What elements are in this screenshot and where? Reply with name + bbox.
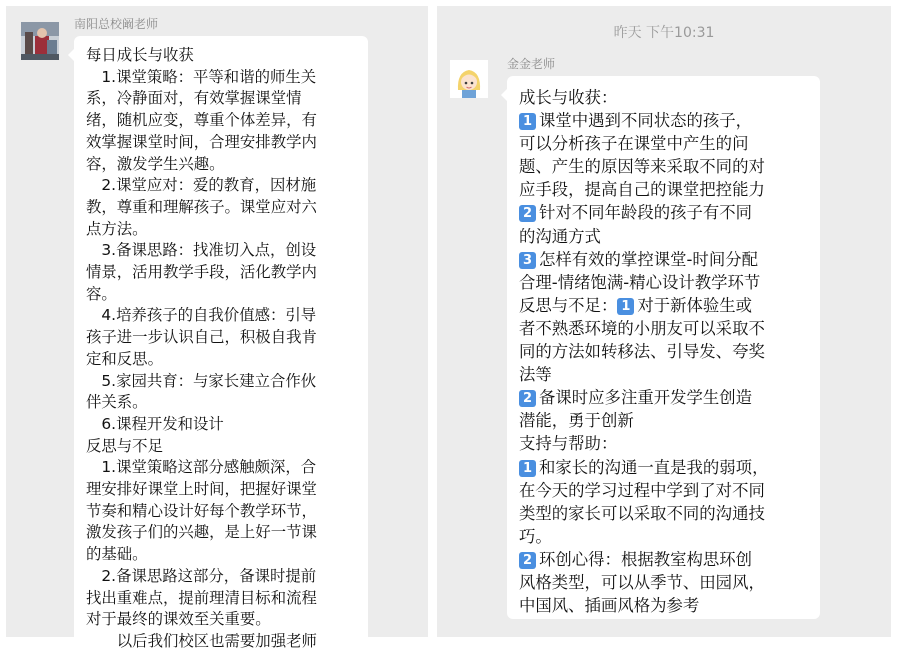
message-text: 风格类型，可以从季节、田园风， [519,572,765,592]
message-line: 系，冷静面对，有效掌握课堂情 [86,89,302,108]
message-text: 中国风、插画风格为参考 [519,596,700,616]
message-line: 容。 [86,284,117,303]
message-line: 每日成长与收获 [86,46,194,64]
message-line: 点方法。 [86,219,148,238]
number-badge-icon: 1 [617,298,634,315]
message-line: 以后我们校区也需要加强老师 [86,631,317,650]
message-line [519,86,810,109]
message-text: 备课时应多注重开发学生创造 [539,388,753,408]
message-text: 针对不同年龄段的孩子有不同 [539,203,753,223]
message-line [519,502,810,525]
message-text: 者不熟悉环境的小朋友可以采取不 [519,318,765,338]
number-badge-icon: 2 [519,205,536,222]
message-line: 教，尊重和理解孩子。课堂应对六 [86,197,317,216]
photo-avatar-icon[interactable] [21,22,59,60]
sender-name: 金金老师 [507,57,556,71]
message-text: 可以分析孩子在课堂中产生的问 [519,134,749,154]
message-bubble[interactable] [507,76,820,619]
message-text: 对于新体验生或 [637,295,753,315]
number-badge-icon: 1 [519,460,536,477]
message-line: 定和反思。 [86,349,163,368]
message-line: 反思与不足 [86,436,163,455]
message-text: 合理-情绪饱满-精心设计教学环节 [519,272,761,292]
message-text: 环创心得：根据教室构思环创 [539,549,753,569]
message-line: 2.备课思路这部分，备课时提前 [86,566,317,585]
message-line [519,525,810,548]
message-text: 应手段，提高自己的课堂把控能力 [519,180,765,200]
message-line: 效掌握课堂时间，合理安排教学内 [86,132,317,151]
message-line: 理安排好课堂上时间，把握好课堂 [86,480,317,499]
message-line: 容，激发学生兴趣。 [86,154,225,173]
message-text: 类型的家长可以采取不同的沟通技 [519,503,765,523]
message-line [519,479,810,502]
message-line: 的基础。 [86,545,148,564]
message-line: 激发孩子们的兴趣，是上好一节课 [86,523,317,542]
message-line: 节奏和精心设计好每个教学环节， [86,501,317,520]
message-text: 同的方法如转移法、引导发、夸奖 [519,342,765,362]
message-line: 1.课堂策略：平等和谐的师生关 [86,67,317,86]
message-text: 的沟通方式 [519,226,601,246]
message-text: 在今天的学习过程中学到了对不同 [519,480,765,500]
number-badge-icon: 1 [519,113,536,130]
message-line [519,363,810,386]
message-line [519,386,810,409]
sender-name: 南阳总校阚老师 [74,17,159,31]
message-line [519,456,810,479]
message-line [519,432,810,455]
number-badge-icon: 3 [519,252,536,269]
message-line [519,317,810,340]
cartoon-girl-avatar-icon[interactable] [450,60,488,98]
message-line [519,294,810,317]
message-line: 5.家园共育：与家长建立合作伙 [86,371,317,390]
message-line: 6.课程开发和设计 [86,414,224,433]
number-badge-icon: 2 [519,390,536,407]
message-line [519,340,810,363]
message-line: 4.培养孩子的自我价值感：引导 [86,306,317,325]
message-text: 法等 [519,365,552,385]
message-line: 对于最终的课效至关重要。 [86,610,271,629]
message-text: 巧。 [519,526,552,546]
message-line: 孩子进一步认识自己，积极自我肯 [86,328,317,347]
message-line [519,178,810,201]
message-line [519,155,810,178]
message-line: 2.课堂应对：爱的教育，因材施 [86,176,317,195]
message-line [519,248,810,271]
message-line: 情景，活用教学手段，活化教学内 [86,263,317,282]
message-text: 课堂中遇到不同状态的孩子， [539,111,753,131]
message-text: 成长与收获： [519,88,618,107]
left-chat-panel [6,6,428,650]
right-chat-panel [437,6,891,637]
message-line [519,271,810,294]
message-text: 和家长的沟通一直是我的弱项， [539,457,769,477]
message-line: 1.课堂策略这部分感触颇深，合 [86,458,317,477]
message-text: 题、产生的原因等来采取不同的对 [519,157,765,177]
message-line: 找出重难点，提前理清目标和流程 [86,588,317,607]
message-line [519,132,810,155]
message-line [519,594,810,617]
message-text: 反思与不足： [519,295,618,315]
message-line [519,201,810,224]
message-line [519,548,810,571]
message-line [519,571,810,594]
message-line [519,225,810,248]
message-timestamp: 昨天 下午10:31 [613,25,715,41]
message-line: 伴关系。 [86,393,148,412]
message-line: 3.备课思路：找准切入点，创设 [86,241,317,260]
message-text: 怎样有效的掌控课堂-时间分配 [539,249,758,269]
number-badge-icon: 2 [519,552,536,569]
message-line [519,109,810,132]
message-text: 潜能，勇于创新 [519,411,634,431]
message-line: 绪，随机应变，尊重个体差异，有 [86,111,317,130]
message-line [519,409,810,432]
message-bubble[interactable] [74,36,368,650]
message-text: 支持与帮助： [519,434,618,454]
